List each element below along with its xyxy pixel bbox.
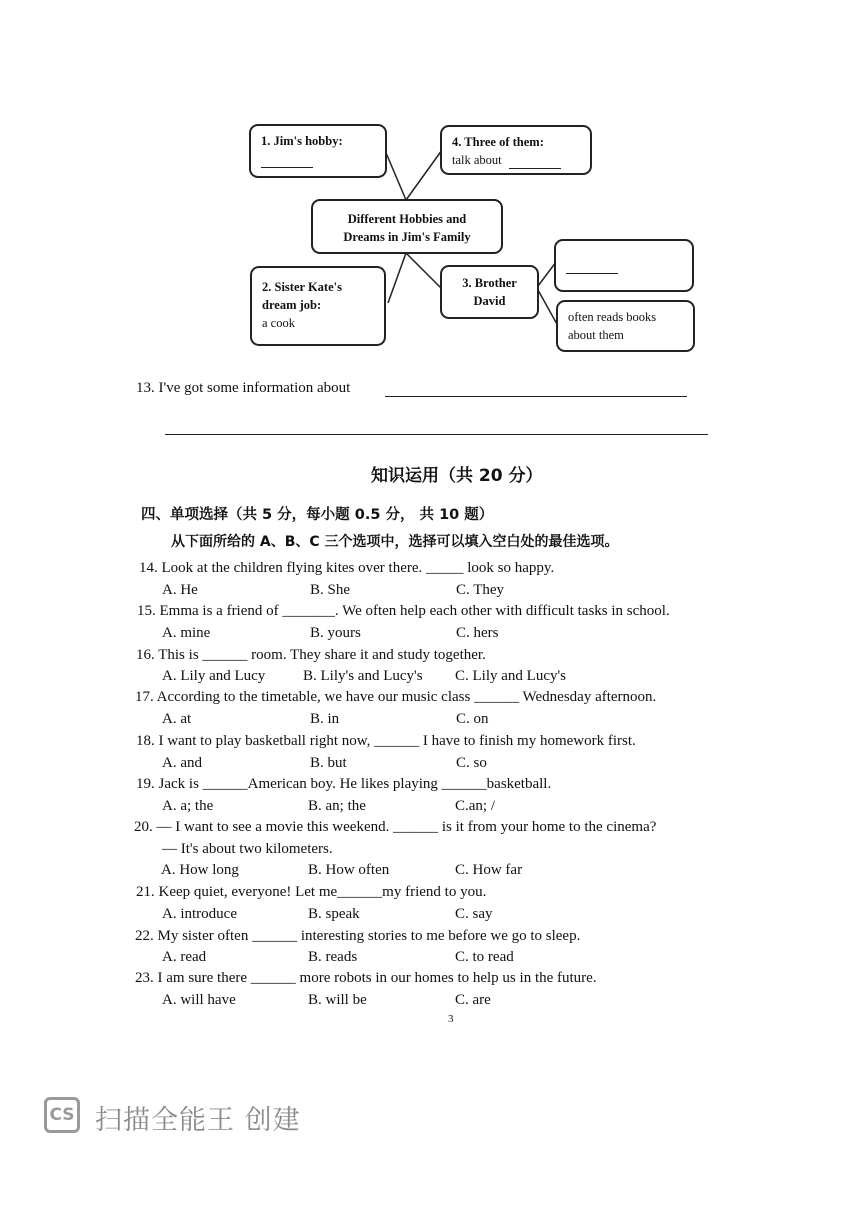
question-23-option-a: A. will have [162,992,236,1008]
question-16-option-b: B. Lily's and Lucy's [303,668,423,684]
question-17-option-c: C. on [456,711,489,727]
question-19-option-b: B. an; the [308,798,366,814]
question-21-option-b: B. speak [308,906,360,922]
node-text-line-1: often reads books [568,310,657,324]
page-number: 3 [448,1013,454,1025]
question-19-option-a: A. a; the [162,798,214,814]
node-text-line-2: about them [568,328,624,342]
question-18-option-a: A. and [162,755,202,771]
question-19-stem: 19. Jack is ______American boy. He likes playing ______basketball. [136,776,552,792]
mindmap-center-node [311,199,503,254]
question-17-stem: 17. According to the timetable, we have our music class ______ Wednesday afternoon. [135,689,657,705]
question-14-option-b: B. She [310,582,351,598]
mindmap-node-three-of-them [440,125,592,175]
camscanner-logo-icon: CS [44,1097,80,1133]
node-label: 4. Three of them: [452,135,544,149]
question-23-option-c: C. are [455,992,491,1008]
part-title: 四、单项选择（共 5 分，每小题 0.5 分， 共 10 题） [141,507,494,523]
question-21-stem: 21. Keep quiet, everyone! Let me______my friend to you. [136,884,487,900]
center-title-line-1: Different Hobbies and [347,212,467,226]
question-21-option-a: A. introduce [162,906,237,922]
center-title-line-2: Dreams in Jim's Family [343,230,471,244]
question-20-option-b: B. How often [308,862,390,878]
node-label: 1. Jim's hobby: [261,134,343,148]
answer-blank [261,155,313,168]
answer-line [165,434,708,435]
node-label-line-1: 2. Sister Kate's [262,280,342,294]
question-15-option-b: B. yours [310,625,361,641]
node-label-line-2: David [473,294,506,308]
question-22-option-b: B. reads [308,949,358,965]
mindmap-node-sister-kate [250,266,386,346]
question-20-stem: 20. — I want to see a movie this weekend. ______ is it from your home to the cinema? [134,819,657,835]
question-16-option-c: C. Lily and Lucy's [455,668,567,684]
question-20-option-c: C. How far [455,862,523,878]
question-23-option-b: B. will be [308,992,367,1008]
question-20-option-a: A. How long [161,862,239,878]
answer-blank [566,251,618,274]
question-15-option-a: A. mine [162,625,211,641]
mindmap-node-david-reads [556,300,695,352]
question-17-option-a: A. at [162,711,192,727]
question-16-stem: 16. This is ______ room. They share it and study together. [136,647,486,663]
mindmap-node-jims-hobby [249,124,387,178]
mind-map-diagram [0,0,868,370]
question-22-option-a: A. read [162,949,207,965]
node-label-line-2: dream job: [262,298,322,312]
question-16-option-a: A. Lily and Lucy [162,668,266,684]
instructions: 从下面所给的 A、B、C 三个选项中，选择可以填入空白处的最佳选项。 [171,534,619,550]
question-14-option-a: A. He [162,582,198,598]
question-13: 13. I've got some information about [136,380,351,396]
question-15-stem: 15. Emma is a friend of _______. We often help each other with difficult tasks in school. [137,603,670,619]
question-20-response: — It's about two kilometers. [162,841,333,857]
mindmap-node-david-blank [554,239,694,292]
scanner-watermark: 扫描全能王 创建 [95,1105,301,1136]
node-text: talk about [452,153,502,167]
question-18-option-b: B. but [310,755,347,771]
answer-blank [509,156,561,169]
question-23-stem: 23. I am sure there ______ more robots in our homes to help us in the future. [135,970,597,986]
section-title: 知识运用（共 20 分） [371,466,543,486]
question-22-stem: 22. My sister often ______ interesting stories to me before we go to sleep. [135,928,581,944]
question-18-stem: 18. I want to play basketball right now, ______ I have to finish my homework first. [136,733,636,749]
mind-map-connectors [0,0,868,370]
node-text: a cook [262,316,295,330]
question-14-stem: 14. Look at the children flying kites over there. _____ look so happy. [139,560,555,576]
mindmap-node-brother-david [440,265,539,319]
question-15-option-c: C. hers [456,625,499,641]
answer-line [385,396,687,397]
question-18-option-c: C. so [456,755,487,771]
node-label-line-1: 3. Brother [462,276,517,290]
question-19-option-c: C.an; / [455,798,495,814]
question-21-option-c: C. say [455,906,493,922]
question-22-option-c: C. to read [455,949,514,965]
question-17-option-b: B. in [310,711,340,727]
question-14-option-c: C. They [456,582,505,598]
